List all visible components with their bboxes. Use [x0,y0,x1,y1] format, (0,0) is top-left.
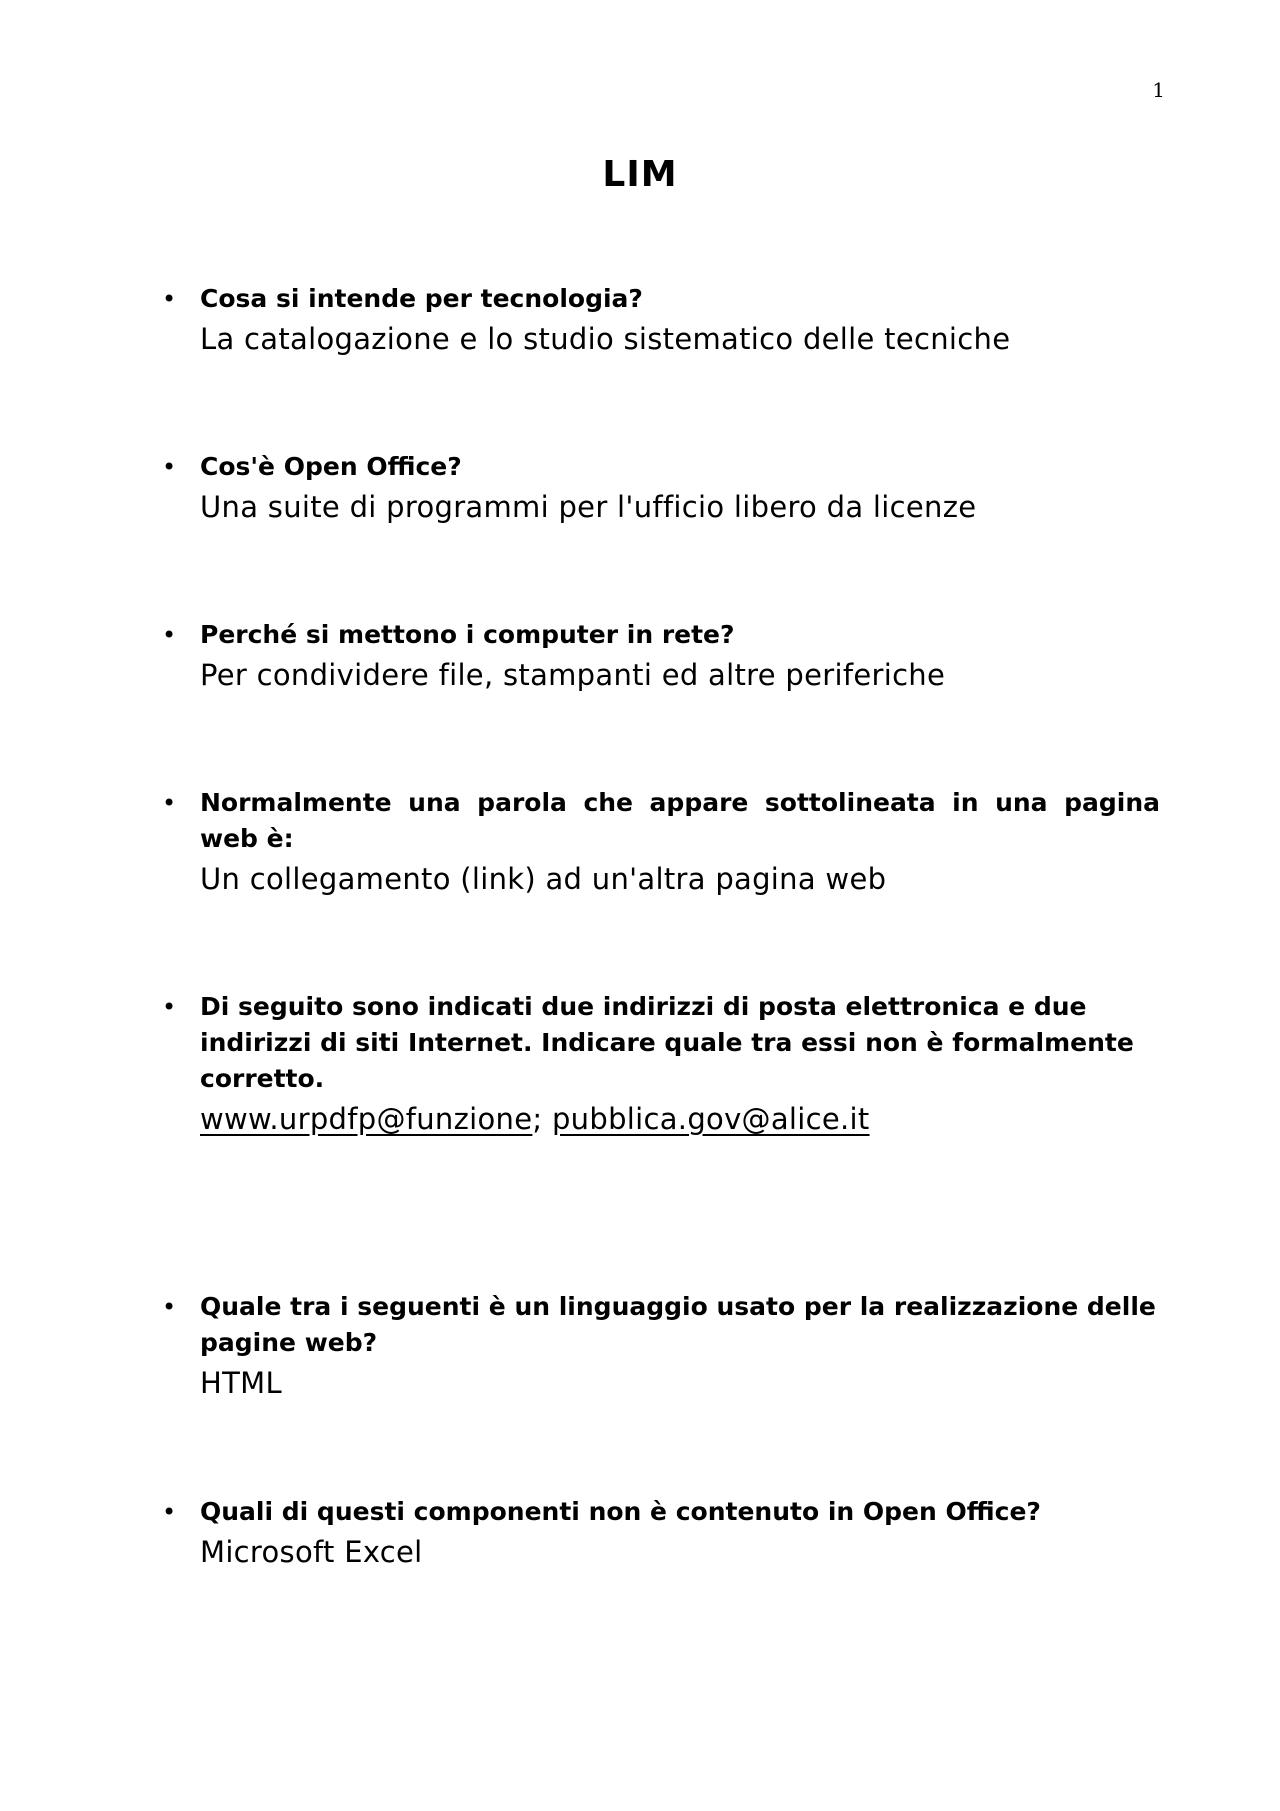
document-title: LIM [602,154,678,195]
question-text: Cos'è Open Office? [200,452,462,481]
question-item [162,1494,1160,1574]
question-item [162,617,1160,697]
bullet-icon: • [162,1498,177,1526]
question-item [162,989,1160,1141]
bullet-icon: • [162,789,177,817]
bullet-icon: • [162,1293,177,1321]
email-address-option: www.urpdfp@funzione [200,1102,533,1136]
answer-text: Microsoft Excel [200,1535,423,1569]
page-number: 1 [1152,78,1165,102]
question-text: Quali di questi componenti non è contenuto in Open Office? [200,1497,1041,1526]
bullet-icon: • [162,621,177,649]
question-item [162,281,1160,361]
answer-text: Una suite di programmi per l'ufficio libero da licenze [200,490,977,524]
question-item [162,1289,1160,1405]
bullet-icon: • [162,285,177,313]
answer-text: HTML [200,1366,282,1400]
question-text: Perché si mettono i computer in rete? [200,620,735,649]
question-item [162,449,1160,529]
answer-text: Un collegamento (link) ad un'altra pagina web [200,862,887,896]
separator: ; [532,1102,552,1136]
answer-text: Per condividere file, stampanti ed altre periferiche [200,658,946,692]
bullet-icon: • [162,993,177,1021]
question-text: Quale tra i seguenti è un linguaggio usato per la realizzazione delle pagine web? [200,1292,1156,1357]
question-text: Di seguito sono indicati due indirizzi di posta elettronica e due indirizzi di siti Internet. Indicare quale tra essi non è formalmente corretto. [200,992,1134,1093]
answer-text: La catalogazione e lo studio sistematico delle tecniche [200,322,1011,356]
email-address-option: pubblica.gov@alice.it [551,1102,870,1136]
question-text: Cosa si intende per tecnologia? [200,284,643,313]
question-text: Normalmente una parola che appare sottolineata in una pagina web è: [200,788,1160,853]
answer-text [200,1097,1160,1141]
bullet-icon: • [162,453,177,481]
question-item [162,785,1160,901]
